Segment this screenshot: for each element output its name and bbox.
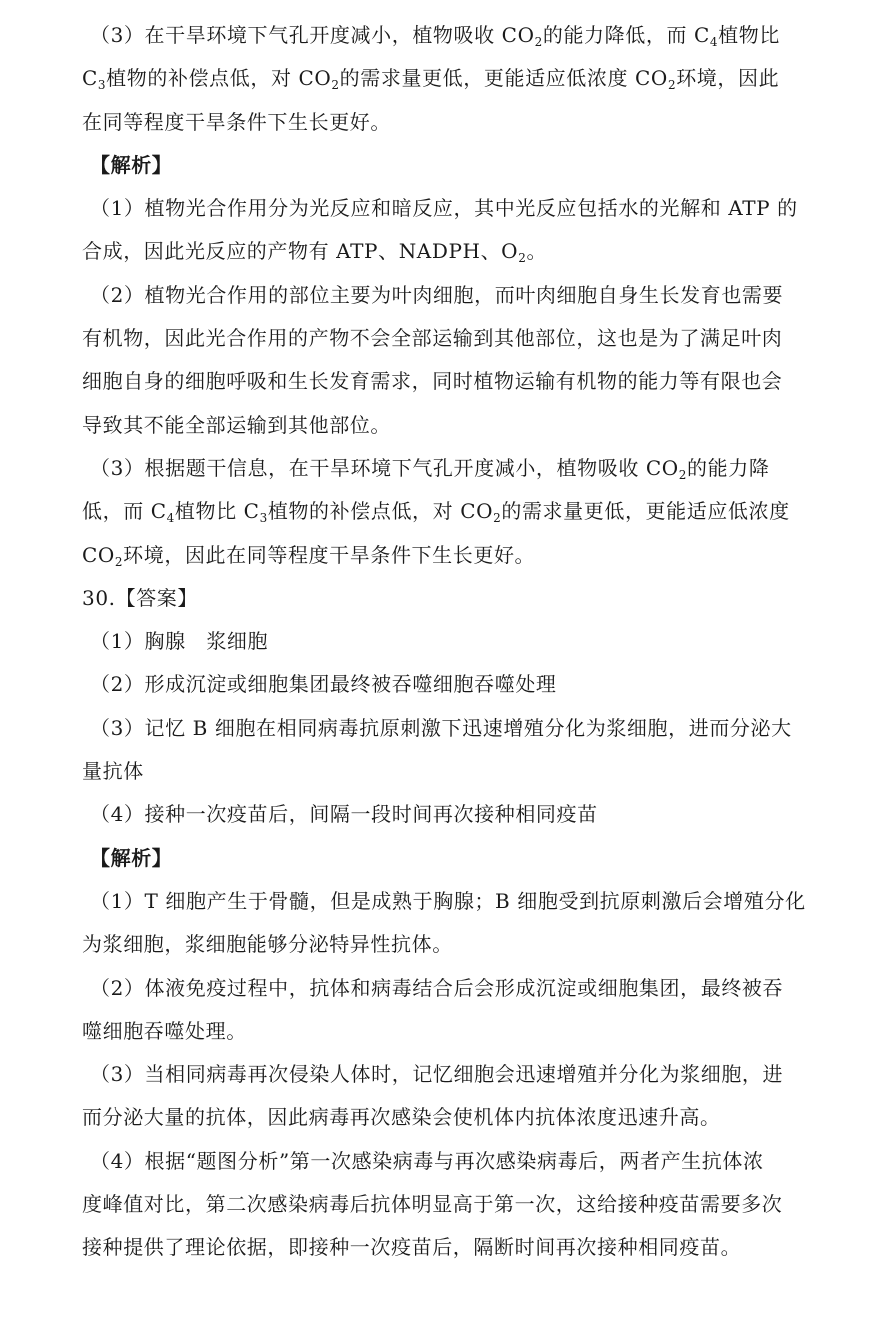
text-segment: 植物的补偿点低，对 CO [267,499,494,524]
text-segment: 有机物，因此光合作用的产物不会全部运输到其他部位，这也是为了满足叶肉 [82,326,783,351]
text-line [82,14,842,57]
text-line [82,1053,842,1096]
text-segment: （2）植物光合作用的部位主要为叶肉细胞，而叶肉细胞自身生长发育也需要 [90,282,784,307]
text-line [82,1183,842,1226]
text-line [82,360,842,403]
text-line [82,274,842,317]
text-segment: 量抗体 [82,759,144,784]
text-segment: （1）植物光合作用分为光反应和暗反应，其中光反应包括水的光解和 ATP 的 [90,196,798,221]
text-segment: 的需求量更低，更能适应低浓度 CO [339,66,668,91]
text-segment: （3）在干旱环境下气孔开度减小，植物吸收 CO [90,23,535,47]
answer-text-block [82,14,842,1270]
text-segment: 为浆细胞，浆细胞能够分泌特异性抗体。 [82,932,453,957]
text-line [82,1010,842,1053]
text-line [82,534,842,577]
text-line [82,101,842,144]
text-segment: （1）胸腺 浆细胞 [90,629,269,654]
text-line [82,1096,842,1139]
text-segment: 的需求量更低，更能适应低浓度 [501,499,790,524]
text-line [82,880,842,923]
text-segment: 导致其不能全部运输到其他部位。 [82,412,391,437]
section-heading [82,144,842,187]
text-segment: 的能力降 [687,455,770,480]
text-line [82,750,842,793]
subscript: 2 [114,554,124,569]
text-line [82,577,842,620]
text-segment: 噬细胞吞噬处理。 [82,1018,247,1043]
text-segment: （2）体液免疫过程中，抗体和病毒结合后会形成沉淀或细胞集团，最终被吞 [90,975,784,1000]
subscript: 2 [331,78,340,93]
text-segment: 30.【答案】 [82,585,199,610]
text-segment: 的能力降低，而 C [542,23,710,47]
subscript: 4 [166,511,175,526]
text-segment: （2）形成沉淀或细胞集团最终被吞噬细胞吞噬处理 [90,672,557,697]
text-segment: （4）根据“题图分析”第一次感染病毒与再次感染病毒后，两者产生抗体浓 [90,1148,764,1173]
text-segment: （3）当相同病毒再次侵染人体时，记忆细胞会迅速增殖并分化为浆细胞，进 [90,1062,784,1087]
text-segment: 【解析】 [90,845,173,870]
subscript: 3 [97,78,107,93]
text-segment: C [82,66,98,91]
text-segment: 合成，因此光反应的产物有 ATP、NADPH、O [82,239,519,264]
text-segment: 环境，因此在同等程度干旱条件下生长更好。 [123,542,536,567]
text-segment: 植物比 C [174,499,260,524]
text-segment: CO [82,542,115,567]
subscript: 4 [709,35,719,49]
text-segment: 度峰值对比，第二次感染病毒后抗体明显高于第一次，这给接种疫苗需要多次 [82,1192,783,1217]
text-line [82,447,842,490]
text-line [82,663,842,706]
text-segment: 植物比 [718,23,780,47]
text-segment: （3）根据题干信息，在干旱环境下气孔开度减小，植物吸收 CO [90,455,679,480]
subscript: 2 [678,467,688,482]
subscript: 2 [493,511,502,526]
text-segment: （3）记忆 B 细胞在相同病毒抗原刺激下迅速增殖分化为浆细胞，进而分泌大 [90,715,792,740]
text-segment: 环境，因此 [676,66,780,91]
text-segment: 在同等程度干旱条件下生长更好。 [82,109,391,134]
text-segment: 而分泌大量的抗体，因此病毒再次感染会使机体内抗体浓度迅速升高。 [82,1105,721,1130]
text-segment: 低，而 C [82,499,167,524]
text-line [82,1140,842,1183]
text-segment: 【解析】 [90,152,173,177]
text-line [82,1226,842,1269]
text-line [82,230,842,273]
text-line [82,187,842,230]
text-segment: 细胞自身的细胞呼吸和生长发育需求，同时植物运输有机物的能力等有限也会 [82,369,783,394]
text-segment: （1）T 细胞产生于骨髓，但是成熟于胸腺；B 细胞受到抗原刺激后会增殖分化 [90,888,806,913]
text-line [82,404,842,447]
subscript: 2 [667,78,677,93]
subscript: 2 [534,35,543,49]
subscript: 2 [518,251,527,266]
text-segment: 。 [526,239,548,264]
text-line [82,707,842,750]
subscript: 3 [259,511,268,526]
text-line [82,57,842,100]
text-line [82,967,842,1010]
text-line [82,793,842,836]
text-segment: 植物的补偿点低，对 CO [106,66,332,91]
text-segment: （4）接种一次疫苗后，间隔一段时间再次接种相同疫苗 [90,802,598,827]
section-heading [82,837,842,880]
text-segment: 接种提供了理论依据，即接种一次疫苗后，隔断时间再次接种相同疫苗。 [82,1235,742,1260]
text-line [82,923,842,966]
text-line [82,620,842,663]
text-line [82,317,842,360]
text-line [82,490,842,533]
